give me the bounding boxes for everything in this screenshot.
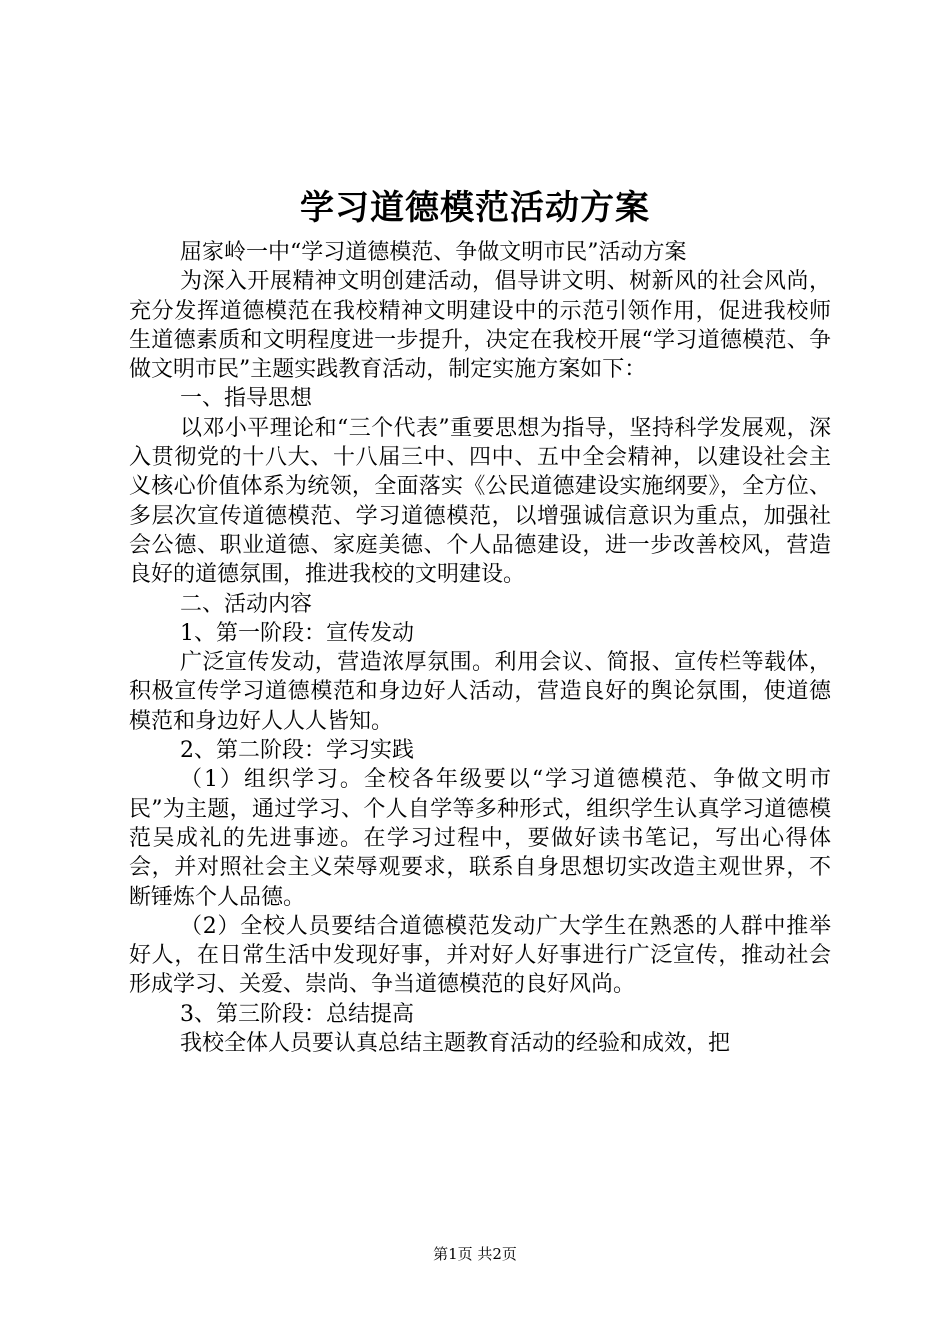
document-body [129, 238, 831, 1058]
section-heading-guiding-thought: 一、指导思想 [180, 386, 313, 412]
paragraph-intro: 为深入开展精神文明创建活动，倡导讲文明、树新风的社会风尚，充分发挥道德模范在我校精神文明建设中的示范引领作用，促进我校师生道德素质和文明程度进一步提升，决定在我校开展“学习道德模范、争做文明市民”主题实践教育活动，制定实施方案如下： [129, 269, 831, 383]
paragraph-guiding-thought: 以邓小平理论和“三个代表”重要思想为指导，坚持科学发展观，深入贯彻党的十八大、十八届三中、四中、五中全会精神，以建设社会主义核心价值体系为统领，全面落实《公民道德建设实施纲要》，全方位、多层次宣传道德模范、学习道德模范，以增强诚信意识为重点，加强社会公德、职业道德、家庭美德、个人品德建设，进一步改善校风，营造良好的道德氛围，推进我校的文明建设。 [129, 415, 831, 588]
paragraph-stage-two-item-2: （2）全校人员要结合道德模范发动广大学生在熟悉的人群中推举好人，在日常生活中发现好事，并对好人好事进行广泛宣传，推动社会形成学习、关爱、崇尚、争当道德模范的良好风尚。 [129, 913, 831, 998]
paragraph-stage-two-item-1: （1）组织学习。全校各年级要以“学习道德模范、争做文明市民”为主题，通过学习、个人自学等多种形式，组织学生认真学习道德模范吴成礼的先进事迹。在学习过程中，要做好读书笔记，写出心得体会，并对照社会主义荣辱观要求，联系自身思想切实改造主观世界，不断锤炼个人品德。 [129, 767, 831, 910]
document-title: 学习道德模范活动方案 [300, 188, 650, 228]
section-heading-activity-content: 二、活动内容 [180, 591, 313, 617]
subheading-stage-one: 1、第一阶段：宣传发动 [180, 620, 414, 646]
subheading-stage-two: 2、第二阶段：学习实践 [180, 738, 414, 764]
subheading-stage-three: 3、第三阶段：总结提高 [180, 1001, 414, 1027]
page-number-footer: 第1页 共2页 [433, 1245, 517, 1263]
paragraph-stage-one: 广泛宣传发动，营造浓厚氛围。利用会议、简报、宣传栏等载体，积极宣传学习道德模范和身边好人活动，营造良好的舆论氛围，使道德模范和身边好人人人皆知。 [129, 650, 831, 734]
paragraph-stage-three: 我校全体人员要认真总结主题教育活动的经验和成效，把 [180, 1031, 731, 1057]
paragraph-heading-line: 屈家岭一中“学习道德模范、争做文明市民”活动方案 [180, 240, 687, 265]
